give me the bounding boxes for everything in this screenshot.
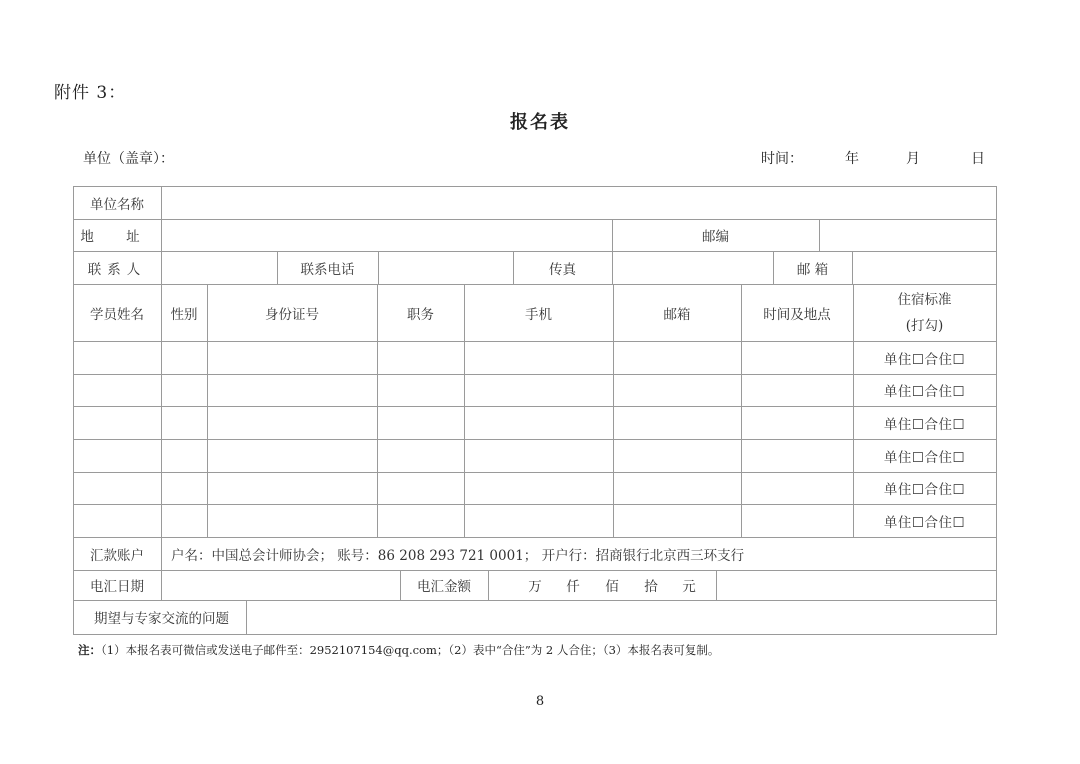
unit-stamp-label: 单位（盖章）： <box>83 151 174 167</box>
amount-unit-wan: 万 <box>528 579 542 595</box>
day-label: 日 <box>971 151 985 167</box>
stay-option-row-1[interactable]: 单住☐合住☐ <box>883 351 966 368</box>
contact-field[interactable] <box>162 251 277 284</box>
accommodation-title: 住宿标准 <box>897 291 952 308</box>
address-field[interactable] <box>162 219 612 251</box>
org-name-field[interactable] <box>162 186 996 219</box>
remit-extra-field[interactable] <box>717 570 996 600</box>
date-label: 时间： <box>761 151 803 167</box>
remit-amount-label: 电汇金额 <box>417 579 471 595</box>
month-label: 月 <box>906 151 920 167</box>
account-info: 户名：中国总会计师协会； 账号：86 208 293 721 0001； 开户行：招商银行北京西三环支行 <box>171 547 745 564</box>
email-field[interactable] <box>853 251 996 284</box>
stay-option-row-4[interactable]: 单住☐合住☐ <box>883 449 966 466</box>
phone-field[interactable] <box>379 251 513 284</box>
postcode-label: 邮编 <box>702 229 729 245</box>
stay-option-row-5[interactable]: 单住☐合住☐ <box>883 482 966 498</box>
form-title: 报名表 <box>510 112 570 133</box>
col-header-position: 职务 <box>407 306 434 323</box>
col-header-email: 邮箱 <box>663 306 691 323</box>
accommodation-hint: (打勾) <box>905 317 944 334</box>
col-header-id-number: 身份证号 <box>265 306 319 323</box>
phone-label: 联系电话 <box>300 261 355 278</box>
page-number: 8 <box>535 694 545 709</box>
table-border-bottom <box>73 634 997 635</box>
email-label: 邮 箱 <box>796 261 829 278</box>
footnote-text: （1）本报名表可微信或发送电子邮件至：2952107154@qq.com；（2）表中“合住”为 2 人合住；（3）本报名表可复制。 <box>101 643 720 657</box>
amount-unit-qian: 仟 <box>566 579 580 595</box>
fax-label: 传真 <box>549 261 576 278</box>
org-name-label: 单位名称 <box>90 196 144 213</box>
footnote <box>78 642 719 658</box>
stay-option-row-2[interactable]: 单住☐合住☐ <box>883 384 966 400</box>
address-label: 地 址 <box>80 229 154 245</box>
footnote-prefix: 注： <box>78 643 101 657</box>
col-header-accommodation <box>853 284 996 341</box>
table-border-right <box>996 186 997 635</box>
col-header-time-place: 时间及地点 <box>763 306 831 323</box>
stay-option-row-3[interactable]: 单住☐合住☐ <box>883 416 966 433</box>
question-field[interactable] <box>247 600 996 634</box>
fax-field[interactable] <box>613 251 773 284</box>
col-header-gender: 性别 <box>170 306 198 323</box>
col-divider <box>488 570 489 600</box>
question-label: 期望与专家交流的问题 <box>94 611 229 627</box>
col-header-name: 学员姓名 <box>90 306 144 323</box>
amount-unit-shi: 拾 <box>644 579 658 595</box>
amount-unit-yuan: 元 <box>682 579 696 595</box>
amount-unit-bai: 佰 <box>605 579 619 595</box>
col-header-mobile: 手机 <box>525 306 552 323</box>
registration-table <box>73 186 997 635</box>
remit-date-field[interactable] <box>162 570 400 600</box>
postcode-field[interactable] <box>820 219 996 251</box>
account-label: 汇款账户 <box>90 547 144 564</box>
attachment-label: 附件 3： <box>54 83 127 103</box>
remit-date-label: 电汇日期 <box>90 579 144 595</box>
contact-label: 联系人 <box>87 261 147 278</box>
stay-option-row-6[interactable]: 单住☐合住☐ <box>883 514 966 531</box>
year-label: 年 <box>845 151 859 167</box>
